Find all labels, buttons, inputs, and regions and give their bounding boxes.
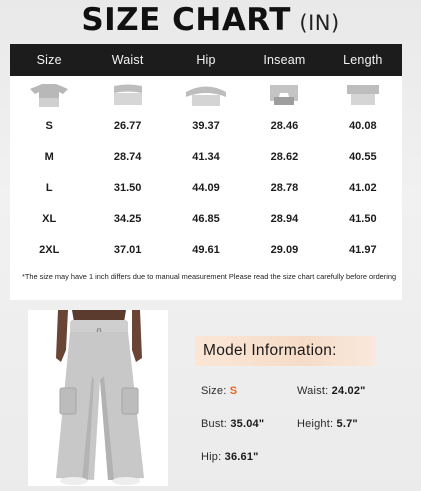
model-hip	[201, 451, 259, 463]
table-row	[10, 203, 402, 234]
cell-length: 40.08	[349, 119, 377, 132]
header-hip: Hip	[196, 53, 216, 67]
table-row	[10, 234, 402, 265]
model-size	[201, 385, 237, 397]
model-info-heading: Model Information:	[203, 342, 337, 359]
cell-hip: 39.37	[192, 119, 220, 132]
shirt-icon	[26, 82, 72, 108]
title-main: SIZE CHART	[81, 2, 291, 38]
measurement-icons-row	[10, 80, 402, 110]
size-chart-title	[0, 0, 421, 42]
cell-size: 2XL	[39, 243, 60, 256]
model-size-label: Size:	[201, 385, 227, 397]
model-size-value: S	[229, 385, 238, 397]
model-hip-value: 36.61"	[224, 451, 259, 463]
model-waist-label: Waist:	[297, 385, 329, 397]
title-unit: (IN)	[299, 11, 340, 35]
cargo-pants-image	[28, 310, 168, 486]
cell-inseam: 28.62	[270, 150, 299, 163]
model-bust	[201, 418, 264, 430]
cell-waist: 34.25	[113, 212, 142, 225]
model-bust-value: 35.04"	[230, 418, 265, 430]
table-row	[10, 172, 402, 203]
size-chart-table	[10, 44, 402, 300]
cell-size: M	[44, 150, 54, 163]
cell-size: XL	[42, 212, 57, 225]
cell-inseam: 28.78	[270, 181, 299, 194]
model-hip-label: Hip:	[201, 451, 222, 463]
cell-length: 40.55	[349, 150, 377, 163]
model-photo	[28, 310, 168, 486]
model-waist-value: 24.02"	[331, 385, 366, 397]
cell-waist: 37.01	[113, 243, 142, 256]
cell-length: 41.97	[349, 243, 377, 256]
cell-inseam: 28.94	[270, 212, 299, 225]
cell-length: 41.50	[349, 212, 377, 225]
model-height	[297, 418, 358, 430]
header-size: Size	[36, 53, 62, 67]
table-body	[10, 110, 402, 265]
hip-icon	[182, 83, 230, 107]
model-height-value: 5.7"	[336, 418, 358, 430]
cell-waist: 26.77	[113, 119, 142, 132]
cell-hip: 46.85	[192, 212, 220, 225]
model-waist	[297, 385, 366, 397]
cell-length: 41.02	[349, 181, 377, 194]
model-bust-label: Bust:	[201, 418, 228, 430]
cell-waist: 31.50	[113, 181, 142, 194]
table-row	[10, 141, 402, 172]
model-height-label: Height:	[297, 418, 334, 430]
header-inseam: Inseam	[263, 53, 306, 67]
cell-hip: 44.09	[192, 181, 220, 194]
table-header	[10, 44, 402, 76]
cell-size: L	[45, 181, 53, 194]
model-info-heading-box	[195, 336, 375, 366]
cell-inseam: 29.09	[270, 243, 299, 256]
table-row	[10, 110, 402, 141]
cell-size: S	[45, 119, 53, 132]
waist-icon	[108, 83, 148, 107]
cell-hip: 41.34	[192, 150, 220, 163]
header-waist: Waist	[111, 53, 144, 67]
length-icon	[343, 83, 383, 107]
cell-inseam: 28.46	[270, 119, 299, 132]
cell-hip: 49.61	[192, 243, 220, 256]
cell-waist: 28.74	[113, 150, 142, 163]
measurement-note: *The size may have 1 inch differs due to manual measurement Please read the size chart carefully before ordering	[22, 272, 397, 281]
inseam-icon	[264, 83, 304, 107]
header-length: Length	[343, 53, 383, 67]
